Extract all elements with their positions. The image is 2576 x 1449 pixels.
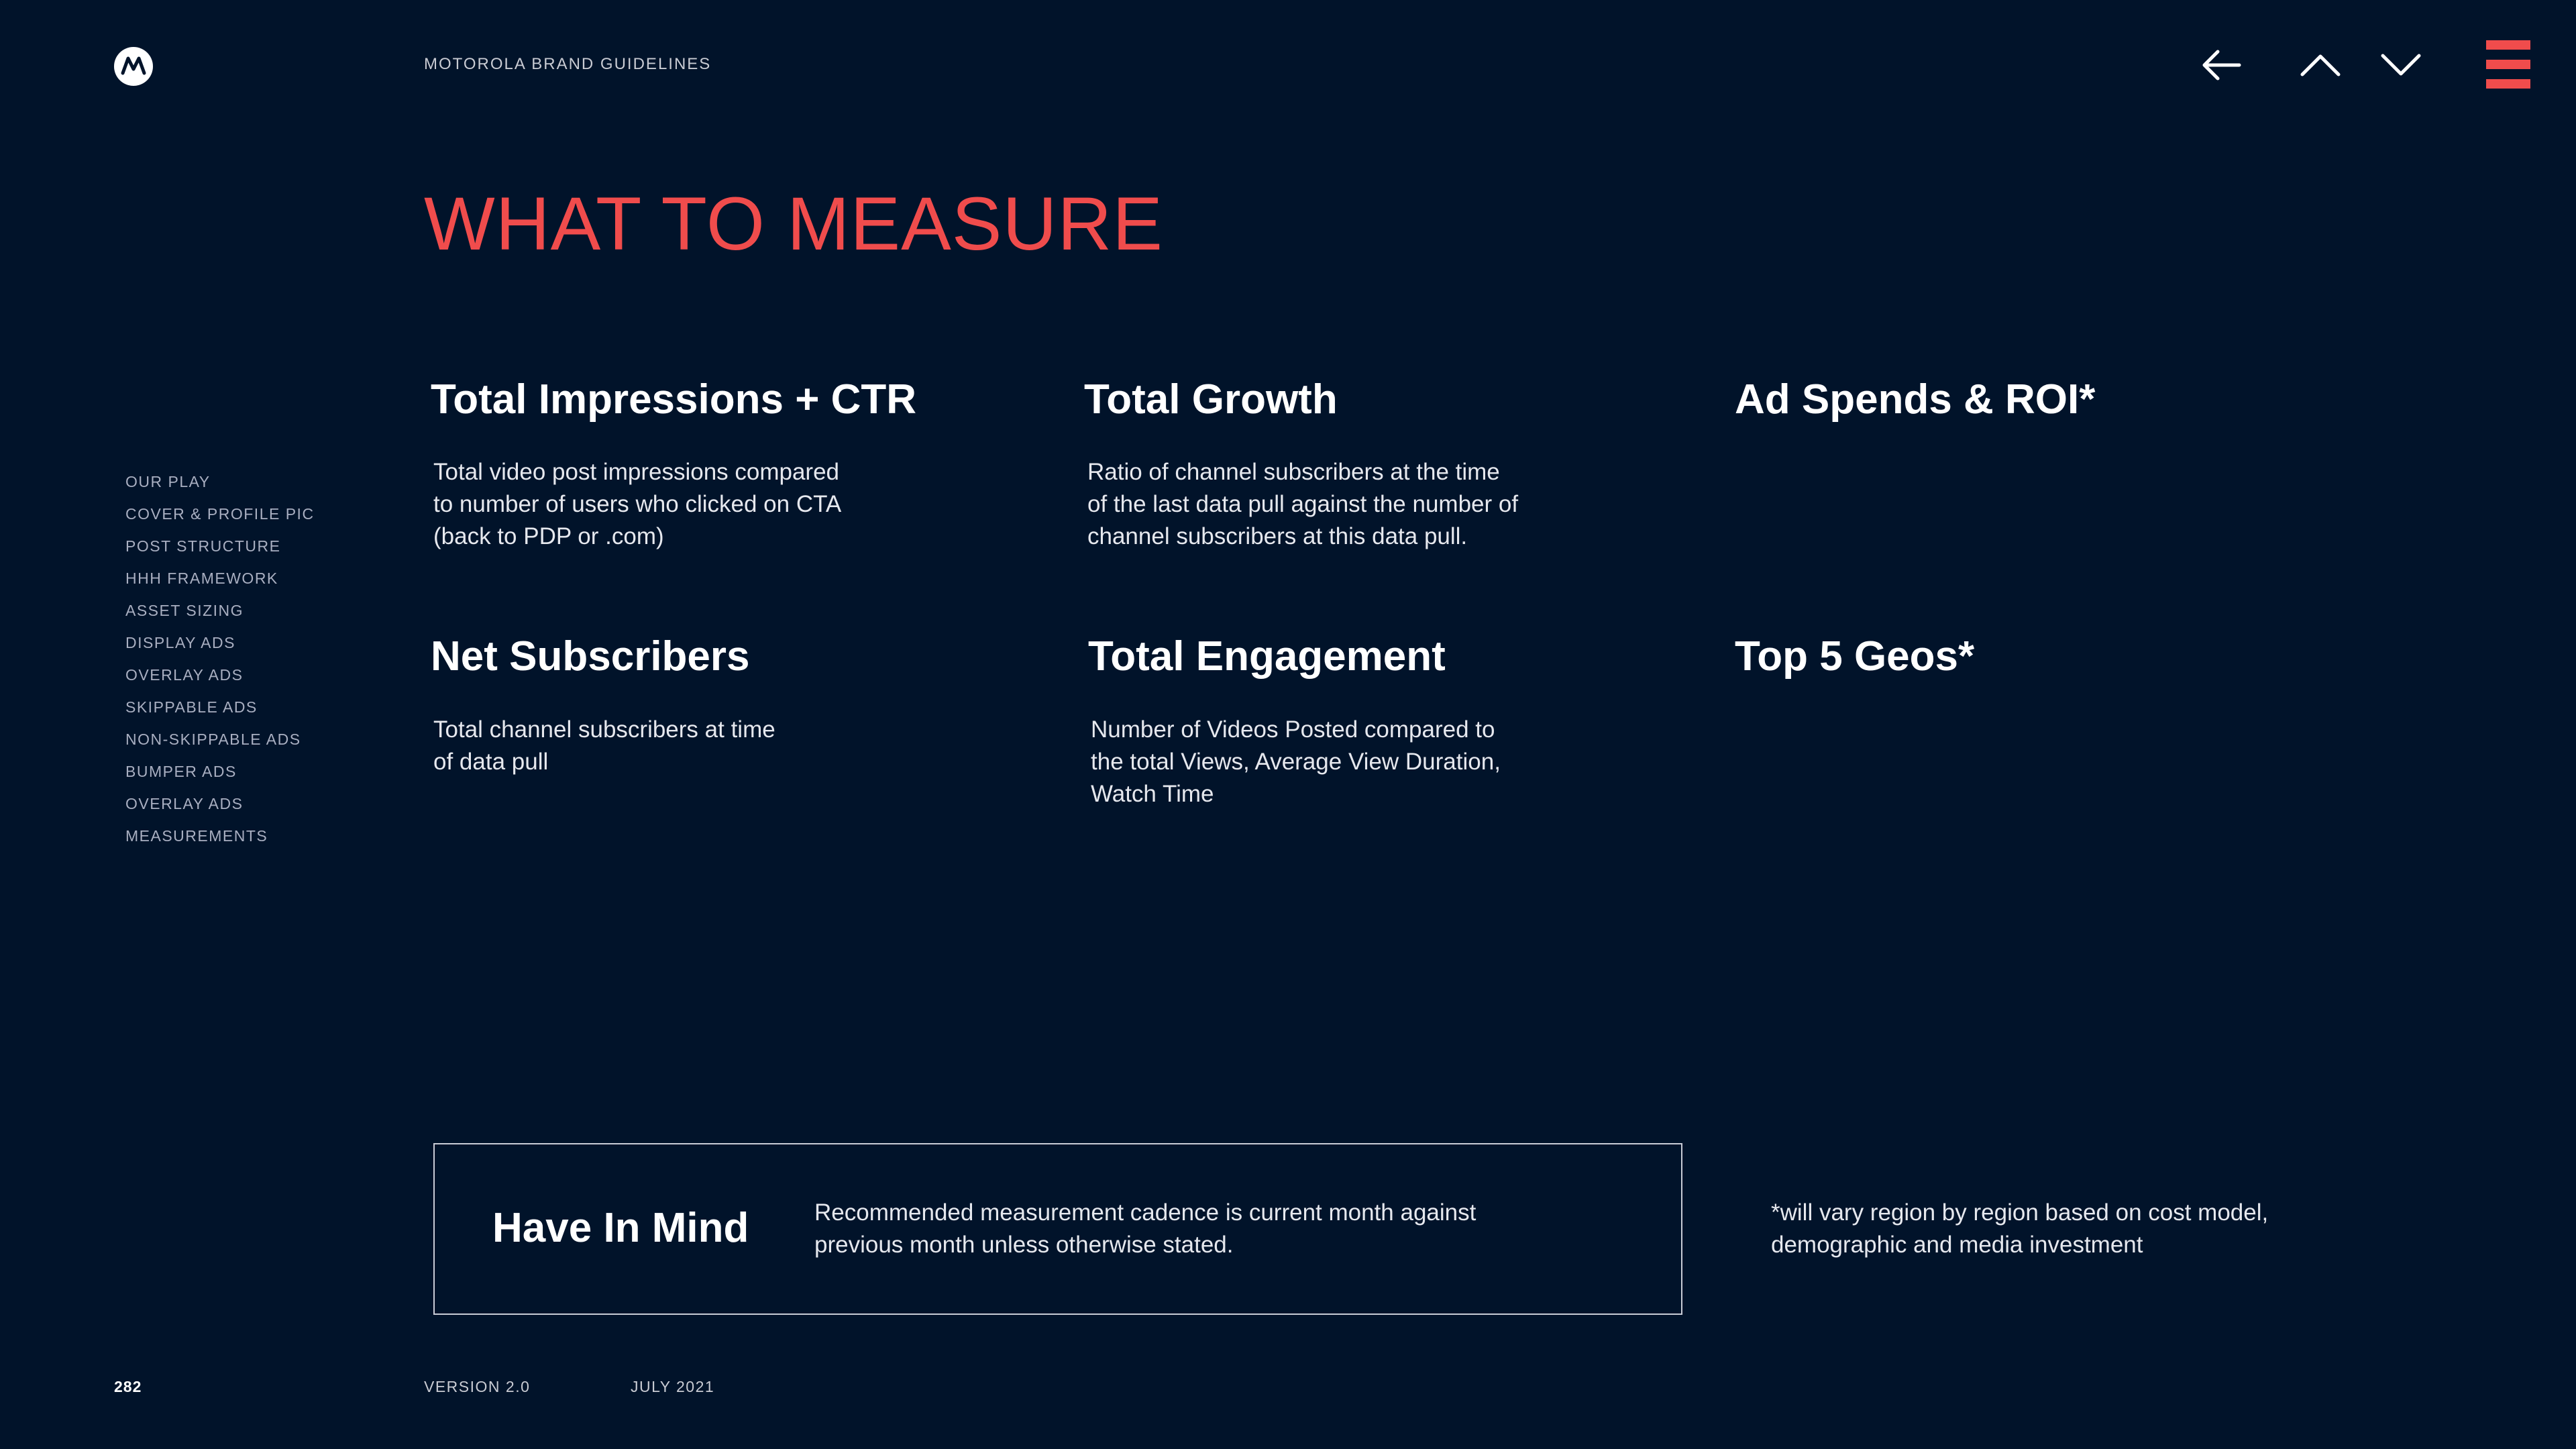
- page-title: WHAT TO MEASURE: [424, 182, 1163, 266]
- hamburger-menu-icon[interactable]: [2486, 40, 2533, 89]
- have-in-mind-text: Recommended measurement cadence is current month against previous month unless otherwise stated.: [814, 1199, 1477, 1258]
- sidebar-item-bumper-ads[interactable]: BUMPER ADS: [125, 763, 237, 780]
- sidebar-item-skippable-ads[interactable]: SKIPPABLE ADS: [125, 698, 258, 716]
- previous-page-button[interactable]: [2297, 42, 2344, 89]
- sidebar-item-asset-sizing[interactable]: ASSET SIZING: [125, 602, 244, 619]
- page-number: 282: [114, 1378, 142, 1395]
- motorola-logo-icon[interactable]: [114, 47, 153, 86]
- have-in-mind-title: Have In Mind: [492, 1205, 749, 1251]
- sidebar-item-display-ads[interactable]: DISPLAY ADS: [125, 634, 235, 651]
- sidebar-item-cover-profile-pic[interactable]: COVER & PROFILE PIC: [125, 505, 315, 523]
- footer-date: JULY 2021: [631, 1378, 715, 1395]
- metric-title-net-subscribers: Net Subscribers: [431, 633, 750, 680]
- metric-title-total-engagement: Total Engagement: [1088, 633, 1446, 680]
- sidebar-nav: [125, 466, 315, 852]
- metric-title-top-5-geos: Top 5 Geos*: [1735, 633, 1975, 680]
- chevron-up-icon: [2300, 53, 2341, 77]
- sidebar-item-overlay-ads[interactable]: OVERLAY ADS: [125, 666, 244, 684]
- metric-desc-total-growth: Ratio of channel subscribers at the time of the last data pull against the number of channel subscribers at this data pull.: [1087, 459, 1519, 549]
- metric-title-total-growth: Total Growth: [1084, 376, 1338, 423]
- sidebar-item-post-structure[interactable]: POST STRUCTURE: [125, 537, 281, 555]
- footnote-text: *will vary region by region based on cost model, demographic and media investment: [1771, 1199, 2269, 1258]
- metric-title-ad-spends-roi: Ad Spends & ROI*: [1735, 376, 2096, 423]
- sidebar-item-our-play[interactable]: OUR PLAY: [125, 473, 211, 490]
- sidebar-item-measurements[interactable]: MEASUREMENTS: [125, 827, 268, 845]
- chevron-down-icon: [2380, 53, 2422, 77]
- metric-desc-net-subscribers: Total channel subscribers at time of data pull: [433, 716, 775, 775]
- footer-version: VERSION 2.0: [424, 1378, 531, 1395]
- next-page-button[interactable]: [2377, 42, 2424, 89]
- sidebar-item-overlay-ads-2[interactable]: OVERLAY ADS: [125, 795, 244, 812]
- brand-guidelines-title: MOTOROLA BRAND GUIDELINES: [424, 55, 712, 73]
- metric-desc-total-engagement: Number of Videos Posted compared to the total Views, Average View Duration, Watch Time: [1091, 716, 1501, 807]
- metric-title-impressions-ctr: Total Impressions + CTR: [431, 376, 917, 423]
- sidebar-item-non-skippable-ads[interactable]: NON-SKIPPABLE ADS: [125, 731, 301, 748]
- sidebar-item-hhh-framework[interactable]: HHH FRAMEWORK: [125, 570, 278, 587]
- back-button[interactable]: [2198, 42, 2245, 89]
- metric-desc-impressions-ctr: Total video post impressions compared to number of users who clicked on CTA (back to PDP or .com): [433, 459, 842, 549]
- arrow-left-icon: [2202, 49, 2242, 81]
